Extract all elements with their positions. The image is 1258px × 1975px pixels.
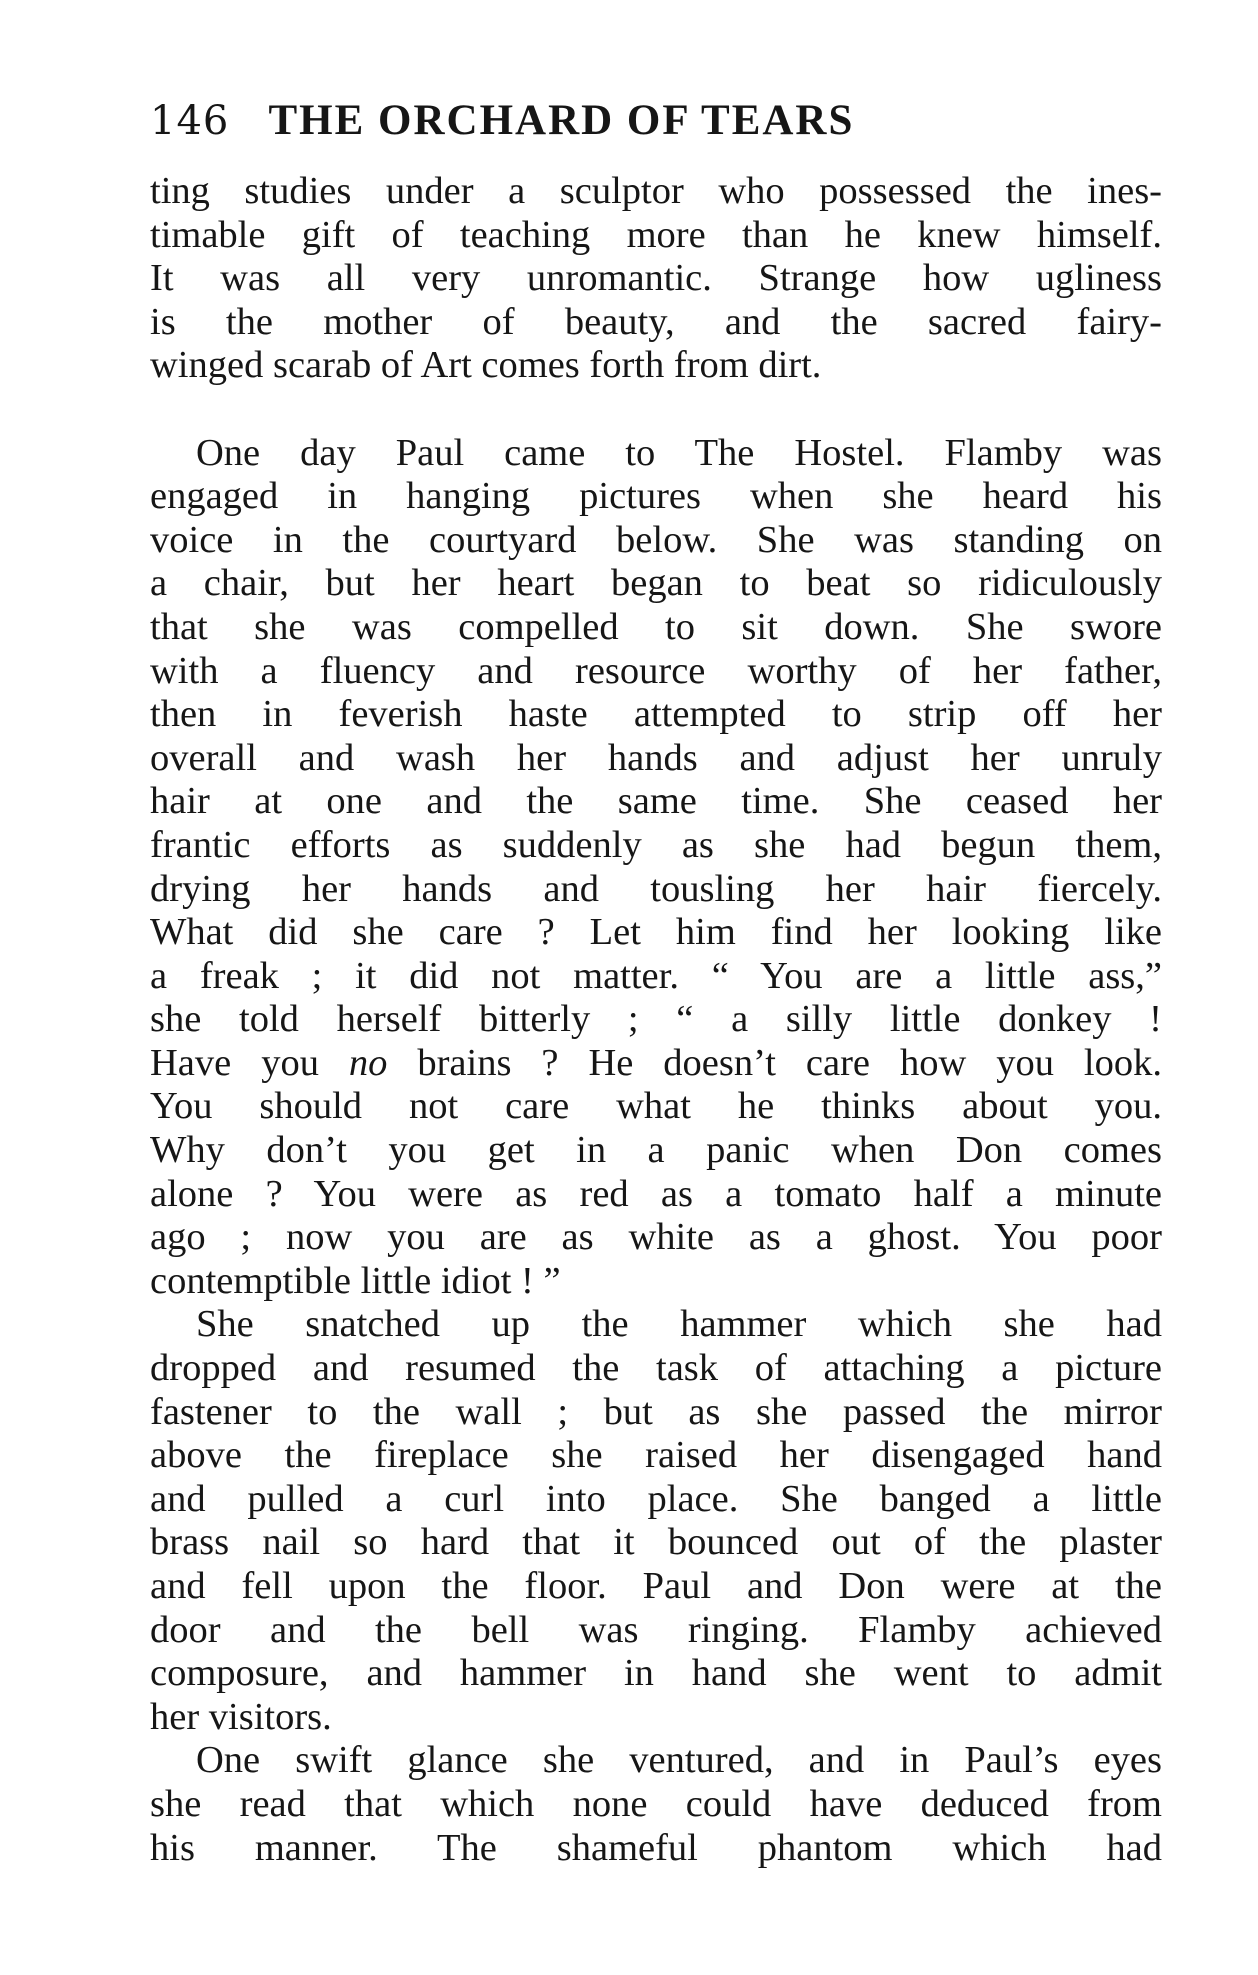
body-text — [150, 170, 1162, 1870]
text-line: and fell upon the floor. Paul and Don were at the — [150, 1565, 1162, 1607]
running-title: THE ORCHARD OF TEARS — [268, 97, 855, 144]
text-line: that she was compelled to sit down. She swore — [150, 605, 1162, 648]
text-line: One swift glance she ventured, and in Paul’s eyes — [196, 1739, 1162, 1782]
page-header — [150, 96, 1030, 156]
text-line: then in feverish haste attempted to strip off her — [150, 693, 1162, 736]
text-line: overall and wash her hands and adjust her unruly — [150, 736, 1162, 779]
text-line: door and the bell was ringing. Flamby achieved — [150, 1608, 1162, 1651]
paragraph-1 — [150, 170, 1162, 388]
text-line: his manner. The shameful phantom which had — [150, 1826, 1162, 1869]
text-line: engaged in hanging pictures when she heard his — [150, 475, 1162, 518]
paragraph-4 — [150, 1739, 1162, 1870]
text-line: composure, and hammer in hand she went to admit — [150, 1652, 1162, 1695]
text-line: drying her hands and tousling her hair fiercely. — [150, 867, 1162, 910]
text-line: she read that which none could have deduced from — [150, 1782, 1162, 1825]
text-line: Why don’t you get in a panic when Don comes — [150, 1129, 1162, 1172]
text-line: One day Paul came to The Hostel. Flamby was — [196, 431, 1162, 474]
text-line: What did she care ? Let him find her looking like — [150, 911, 1162, 954]
text-line: ago ; now you are as white as a ghost. You poor — [150, 1216, 1162, 1259]
text-line: contemptible little idiot ! ” — [150, 1259, 561, 1302]
text-line: alone ? You were as red as a tomato half a minute — [150, 1172, 1162, 1215]
text-line: dropped and resumed the task of attaching a picture — [150, 1347, 1162, 1390]
paragraph-3 — [150, 1303, 1162, 1739]
text-line: a freak ; it did not matter. “ You are a little ass,” — [150, 954, 1162, 997]
text-line: and pulled a curl into place. She banged a little — [150, 1477, 1162, 1520]
emphasis: no — [348, 1041, 388, 1084]
text-line: frantic efforts as suddenly as she had begun them, — [150, 823, 1162, 866]
text-line: You should not care what he thinks about you. — [150, 1085, 1162, 1128]
text-line: It was all very unromantic. Strange how ugliness — [150, 257, 1162, 300]
paragraph-2 — [150, 432, 1162, 1304]
text-line: she told herself bitterly ; “ a silly little donkey ! — [150, 998, 1162, 1041]
text-line: her visitors. — [150, 1695, 332, 1738]
page-number: 146 — [150, 98, 230, 144]
text-line: winged scarab of Art comes forth from dirt. — [150, 344, 822, 387]
text-line: voice in the courtyard below. She was standing on — [150, 518, 1162, 561]
text-line: She snatched up the hammer which she had — [196, 1303, 1162, 1346]
text-line: ting studies under a sculptor who possessed the ines- — [150, 170, 1162, 212]
text-line: with a fluency and resource worthy of her father, — [150, 649, 1162, 692]
text-line: Have you no brains ? He doesn’t care how you look. — [150, 1041, 1163, 1084]
text-line: hair at one and the same time. She ceased her — [150, 780, 1162, 823]
text-line: a chair, but her heart began to beat so ridiculously — [150, 562, 1162, 605]
text-line: is the mother of beauty, and the sacred fairy- — [150, 300, 1162, 343]
text-line: above the fireplace she raised her disengaged hand — [150, 1434, 1162, 1477]
text-line: fastener to the wall ; but as she passed the mirror — [150, 1390, 1162, 1433]
text-line: brass nail so hard that it bounced out of the plaster — [150, 1521, 1162, 1564]
text-line: timable gift of teaching more than he knew himself. — [150, 213, 1162, 256]
